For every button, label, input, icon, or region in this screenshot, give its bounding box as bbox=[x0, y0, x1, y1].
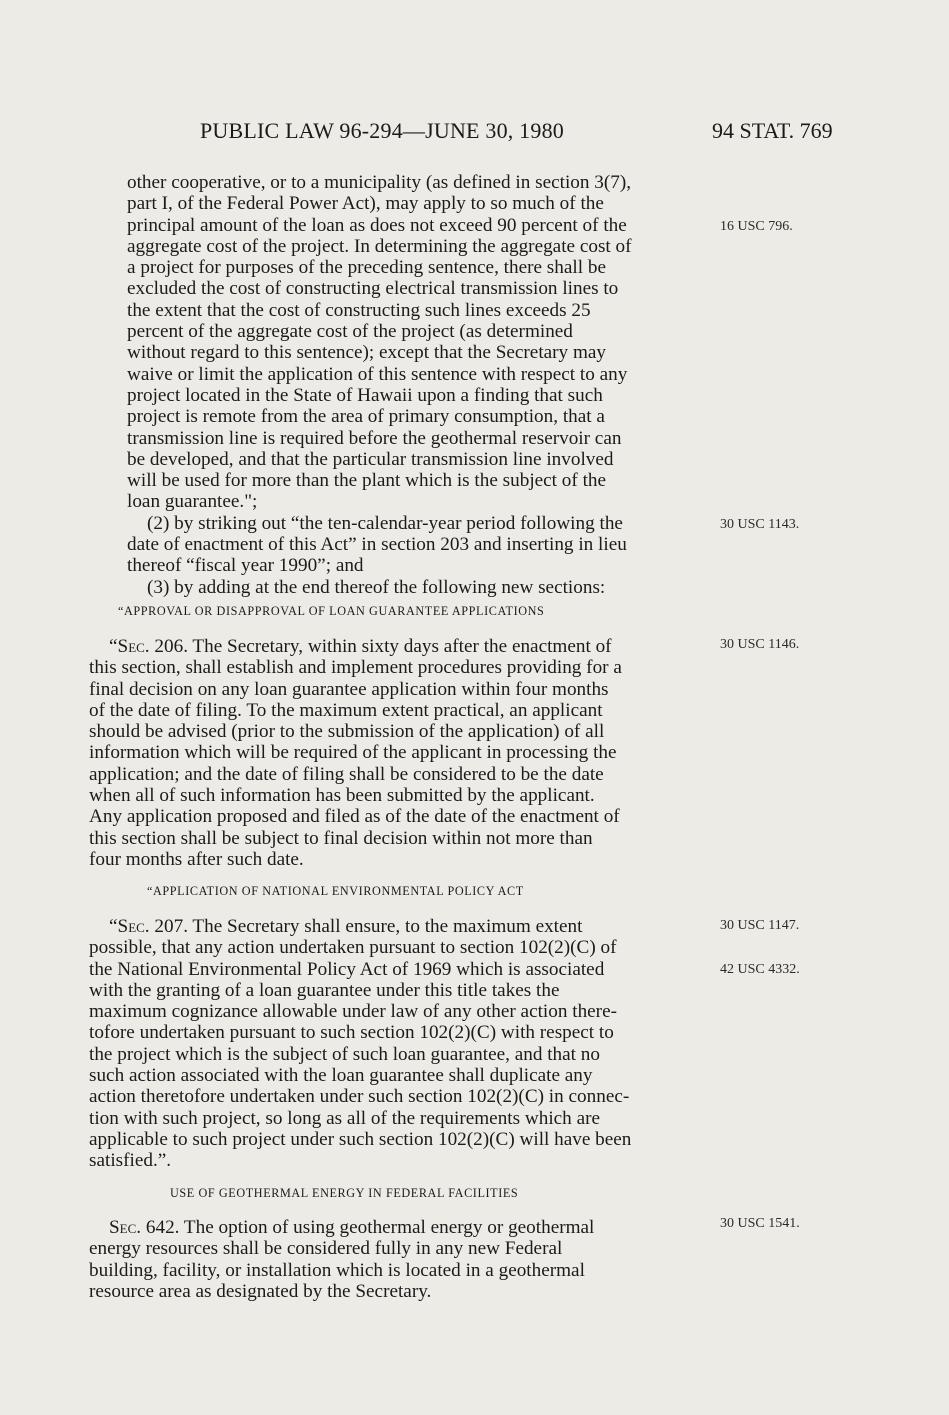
sec-label: “Sec. bbox=[109, 636, 150, 657]
header-stat-page: 94 STAT. 769 bbox=[712, 118, 833, 143]
text-line: date of enactment of this Act” in section 203 and inserting in lieu bbox=[127, 534, 627, 556]
margin-note-30-usc-1146: 30 USC 1146. bbox=[720, 637, 800, 652]
text-line: such action associated with the loan guarantee shall duplicate any bbox=[89, 1065, 593, 1087]
text-line: transmission line is required before the geothermal reservoir can bbox=[127, 427, 622, 449]
text-line: this section, shall establish and implement procedures providing for a bbox=[89, 657, 622, 679]
text-line: percent of the aggregate cost of the project (as determined bbox=[127, 321, 573, 343]
text-line: tofore undertaken pursuant to such section 102(2)(C) with respect to bbox=[89, 1022, 614, 1044]
item-3 bbox=[127, 577, 708, 598]
text-line bbox=[89, 916, 708, 937]
text-line: resource area as designated by the Secretary. bbox=[89, 1280, 432, 1302]
text-line: tion with such project, so long as all of the requirements which are bbox=[89, 1107, 600, 1129]
margin-note-30-usc-1143: 30 USC 1143. bbox=[720, 517, 800, 532]
margin-note-16-usc-796: 16 USC 796. bbox=[720, 219, 793, 234]
text-line: action theretofore undertaken under such section 102(2)(C) in connec- bbox=[89, 1086, 630, 1108]
sec-label: “Sec. bbox=[109, 916, 150, 937]
text-line: applicable to such project under such section 102(2)(C) will have been bbox=[89, 1128, 632, 1150]
text-line: information which will be required of the applicant in processing the bbox=[89, 742, 617, 764]
text-line: (2) by striking out “the ten-calendar-year period following the bbox=[147, 512, 623, 534]
continued-paragraph bbox=[127, 172, 708, 598]
text-line: thereof “fiscal year 1990”; and bbox=[127, 555, 364, 577]
text-line: this section shall be subject to final decision within not more than bbox=[89, 827, 593, 849]
text-line: excluded the cost of constructing electrical transmission lines to bbox=[127, 278, 619, 300]
text-line: with the granting of a loan guarantee under this title takes the bbox=[89, 979, 560, 1001]
text-line: building, facility, or installation which is located in a geothermal bbox=[89, 1259, 585, 1281]
text-line: project located in the State of Hawaii upon a finding that such bbox=[127, 384, 603, 406]
text-line bbox=[89, 636, 708, 657]
text-line: the National Environmental Policy Act of 1969 which is associated bbox=[89, 958, 605, 980]
text-line: be developed, and that the particular transmission line involved bbox=[127, 448, 614, 470]
text-line: loan guarantee."; bbox=[127, 491, 258, 513]
text-line: other cooperative, or to a municipality (as defined in section 3(7), bbox=[127, 172, 632, 193]
text-run: 206. The Secretary, within sixty days after the enactment of bbox=[149, 636, 612, 657]
section-207 bbox=[89, 916, 708, 1172]
item-2 bbox=[127, 513, 708, 534]
margin-note-30-usc-1541: 30 USC 1541. bbox=[720, 1216, 800, 1231]
text-line: a project for purposes of the preceding sentence, there shall be bbox=[127, 257, 606, 279]
section-heading-approval: “APPROVAL OR DISAPPROVAL OF LOAN GUARANTEE APPLICATIONS bbox=[118, 604, 545, 618]
section-heading-nepa: “APPLICATION OF NATIONAL ENVIRONMENTAL POLICY ACT bbox=[147, 884, 524, 898]
text-line: will be used for more than the plant which is the subject of the bbox=[127, 470, 607, 492]
text-run: 642. The option of using geothermal energy or geothermal bbox=[141, 1217, 595, 1238]
section-642 bbox=[89, 1217, 708, 1302]
text-line: project is remote from the area of primary consumption, that a bbox=[127, 406, 605, 428]
text-line: when all of such information has been submitted by the applicant. bbox=[89, 785, 595, 807]
text-run: 207. The Secretary shall ensure, to the maximum extent bbox=[149, 916, 583, 937]
text-line: aggregate cost of the project. In determining the aggregate cost of bbox=[127, 235, 632, 257]
sec-label: Sec. bbox=[109, 1217, 142, 1238]
text-line: waive or limit the application of this sentence with respect to any bbox=[127, 363, 628, 385]
text-line: of the date of filing. To the maximum extent practical, an applicant bbox=[89, 699, 603, 721]
text-line: without regard to this sentence); except that the Secretary may bbox=[127, 342, 606, 364]
text-line: possible, that any action undertaken pursuant to section 102(2)(C) of bbox=[89, 937, 617, 959]
text-line: Any application proposed and filed as of the date of the enactment of bbox=[89, 806, 620, 828]
section-206 bbox=[89, 636, 708, 870]
page-header bbox=[0, 118, 949, 148]
text-line: maximum cognizance allowable under law of any other action there- bbox=[89, 1001, 617, 1023]
text-line: the extent that the cost of constructing such lines exceeds 25 bbox=[127, 299, 591, 321]
margin-note-30-usc-1147: 30 USC 1147. bbox=[720, 918, 800, 933]
text-line: the project which is the subject of such loan guarantee, and that no bbox=[89, 1043, 600, 1065]
text-line bbox=[89, 1217, 708, 1238]
text-line: satisfied.”. bbox=[89, 1150, 172, 1172]
text-line: final decision on any loan guarantee application within four months bbox=[89, 678, 609, 700]
section-heading-geothermal: USE OF GEOTHERMAL ENERGY IN FEDERAL FACILITIES bbox=[170, 1186, 519, 1200]
text-line: energy resources shall be considered fully in any new Federal bbox=[89, 1238, 563, 1260]
text-line: (3) by adding at the end thereof the following new sections: bbox=[147, 576, 606, 598]
text-line: four months after such date. bbox=[89, 848, 304, 870]
header-title: PUBLIC LAW 96-294—JUNE 30, 1980 bbox=[200, 118, 564, 143]
text-line: should be advised (prior to the submission of the application) of all bbox=[89, 721, 605, 743]
text-line: part I, of the Federal Power Act), may apply to so much of the bbox=[127, 193, 604, 215]
margin-note-42-usc-4332: 42 USC 4332. bbox=[720, 962, 800, 977]
text-line: application; and the date of filing shall be considered to be the date bbox=[89, 763, 604, 785]
text-line: principal amount of the loan as does not exceed 90 percent of the bbox=[127, 214, 627, 236]
